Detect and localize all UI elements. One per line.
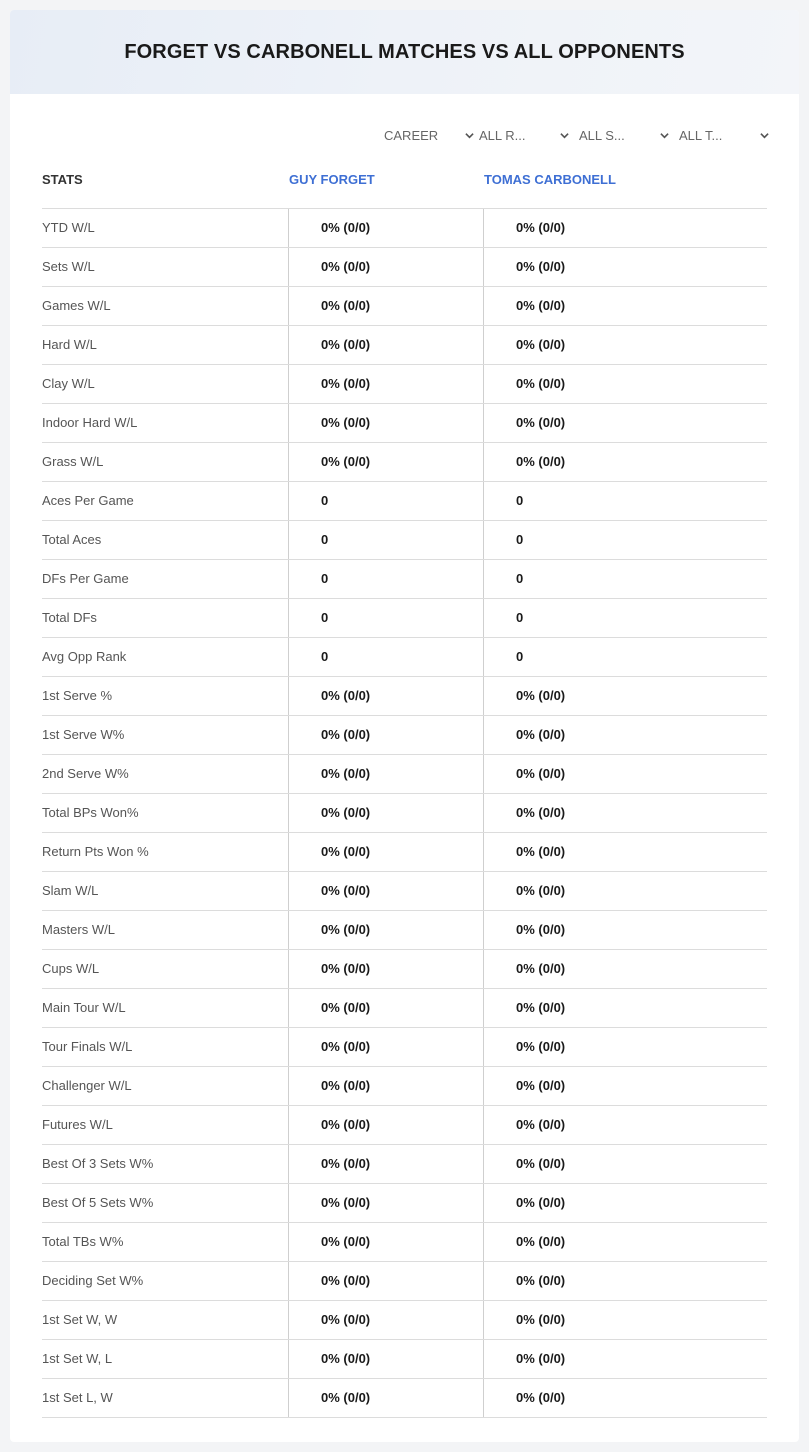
table-row	[42, 1262, 767, 1301]
table-row	[42, 1223, 767, 1262]
player2-stat-value: 0% (0/0)	[483, 716, 767, 754]
player2-stat-value: 0% (0/0)	[483, 365, 767, 403]
player2-stat-value: 0	[483, 638, 767, 676]
surface-filter-value: ALL S...	[579, 128, 625, 143]
stats-table-body	[42, 208, 767, 1418]
player1-stat-value: 0% (0/0)	[288, 1262, 483, 1300]
player2-stat-value: 0% (0/0)	[483, 794, 767, 832]
table-row	[42, 794, 767, 833]
stat-label: Total BPs Won%	[42, 805, 139, 820]
table-row	[42, 1301, 767, 1340]
player1-stat-value: 0% (0/0)	[288, 794, 483, 832]
round-filter[interactable]	[479, 126, 569, 146]
player2-stat-value: 0% (0/0)	[483, 989, 767, 1027]
table-row	[42, 1145, 767, 1184]
stat-label: Slam W/L	[42, 883, 99, 898]
player2-stat-value: 0% (0/0)	[483, 1340, 767, 1378]
player2-stat-value: 0% (0/0)	[483, 1028, 767, 1066]
chevron-down-icon	[560, 131, 569, 140]
stats-card	[10, 10, 799, 1442]
stat-label: Avg Opp Rank	[42, 649, 127, 664]
stat-label: Total Aces	[42, 532, 102, 547]
stat-label: Return Pts Won %	[42, 844, 149, 859]
player2-stat-value: 0% (0/0)	[483, 1301, 767, 1339]
player1-stat-value: 0% (0/0)	[288, 365, 483, 403]
player1-stat-value: 0% (0/0)	[288, 1301, 483, 1339]
player2-stat-value: 0% (0/0)	[483, 404, 767, 442]
player1-stat-value: 0% (0/0)	[288, 287, 483, 325]
player1-stat-value: 0% (0/0)	[288, 209, 483, 247]
player1-stat-value: 0% (0/0)	[288, 1106, 483, 1144]
period-filter-value: CAREER	[384, 128, 439, 143]
table-header	[42, 170, 767, 208]
stat-label: Best Of 3 Sets W%	[42, 1156, 154, 1171]
player1-stat-value: 0% (0/0)	[288, 989, 483, 1027]
player2-stat-value: 0% (0/0)	[483, 209, 767, 247]
table-row	[42, 950, 767, 989]
player1-stat-value: 0	[288, 521, 483, 559]
stat-label: Best Of 5 Sets W%	[42, 1195, 154, 1210]
table-row	[42, 248, 767, 287]
player2-stat-value: 0% (0/0)	[483, 1184, 767, 1222]
player2-stat-value: 0% (0/0)	[483, 1223, 767, 1261]
table-row	[42, 560, 767, 599]
stat-label: Masters W/L	[42, 922, 115, 937]
stat-label: Indoor Hard W/L	[42, 415, 138, 430]
stat-label: YTD W/L	[42, 220, 95, 235]
player2-stat-value: 0	[483, 482, 767, 520]
stats-column-header: STATS	[42, 172, 83, 187]
player2-stat-value: 0% (0/0)	[483, 443, 767, 481]
player1-stat-value: 0% (0/0)	[288, 716, 483, 754]
table-row	[42, 1379, 767, 1418]
stat-label: DFs Per Game	[42, 571, 129, 586]
filter-bar	[382, 126, 769, 146]
player1-stat-value: 0% (0/0)	[288, 1340, 483, 1378]
player1-stat-value: 0% (0/0)	[288, 1028, 483, 1066]
player2-stat-value: 0	[483, 521, 767, 559]
player2-stat-value: 0% (0/0)	[483, 950, 767, 988]
chevron-down-icon	[760, 131, 769, 140]
table-row	[42, 638, 767, 677]
player1-stat-value: 0% (0/0)	[288, 677, 483, 715]
stat-label: 1st Set W, L	[42, 1351, 113, 1366]
player2-stat-value: 0	[483, 560, 767, 598]
table-row	[42, 677, 767, 716]
table-row	[42, 716, 767, 755]
player1-stat-value: 0% (0/0)	[288, 1379, 483, 1417]
player1-stat-value: 0% (0/0)	[288, 443, 483, 481]
stat-label: Clay W/L	[42, 376, 95, 391]
tournament-filter-value: ALL T...	[679, 128, 723, 143]
player2-stat-value: 0% (0/0)	[483, 1106, 767, 1144]
table-row	[42, 599, 767, 638]
table-row	[42, 833, 767, 872]
player1-stat-value: 0	[288, 560, 483, 598]
stat-label: Deciding Set W%	[42, 1273, 144, 1288]
player1-stat-value: 0% (0/0)	[288, 755, 483, 793]
player2-stat-value: 0% (0/0)	[483, 833, 767, 871]
stat-label: 1st Serve W%	[42, 727, 125, 742]
player1-stat-value: 0% (0/0)	[288, 950, 483, 988]
player1-stat-value: 0% (0/0)	[288, 872, 483, 910]
player2-stat-value: 0% (0/0)	[483, 911, 767, 949]
table-row	[42, 989, 767, 1028]
stat-label: Challenger W/L	[42, 1078, 132, 1093]
page-title: FORGET VS CARBONELL MATCHES VS ALL OPPONENTS	[124, 40, 685, 63]
stat-label: 1st Set W, W	[42, 1312, 118, 1327]
player1-stat-value: 0	[288, 638, 483, 676]
stat-label: Cups W/L	[42, 961, 100, 976]
table-row	[42, 755, 767, 794]
stat-label: 1st Serve %	[42, 688, 113, 703]
stat-label: Hard W/L	[42, 337, 97, 352]
stat-label: Futures W/L	[42, 1117, 113, 1132]
player1-stat-value: 0% (0/0)	[288, 833, 483, 871]
stat-label: 1st Set L, W	[42, 1390, 113, 1405]
player2-stat-value: 0% (0/0)	[483, 1145, 767, 1183]
table-row	[42, 911, 767, 950]
player2-stat-value: 0% (0/0)	[483, 287, 767, 325]
stat-label: Games W/L	[42, 298, 111, 313]
player2-stat-value: 0% (0/0)	[483, 872, 767, 910]
table-row	[42, 872, 767, 911]
chevron-down-icon	[660, 131, 669, 140]
player2-link[interactable]: TOMAS CARBONELL	[484, 172, 616, 187]
table-row	[42, 521, 767, 560]
player1-stat-value: 0% (0/0)	[288, 404, 483, 442]
table-row	[42, 287, 767, 326]
player2-stat-value: 0% (0/0)	[483, 677, 767, 715]
stat-label: Tour Finals W/L	[42, 1039, 133, 1054]
table-row	[42, 1106, 767, 1145]
page-header	[10, 10, 799, 94]
table-row	[42, 209, 767, 248]
stat-label: Grass W/L	[42, 454, 104, 469]
player2-stat-value: 0% (0/0)	[483, 1262, 767, 1300]
period-filter[interactable]	[384, 126, 474, 146]
player1-stat-value: 0% (0/0)	[288, 326, 483, 364]
chevron-down-icon	[465, 131, 474, 140]
stat-label: Total DFs	[42, 610, 97, 625]
player2-stat-value: 0% (0/0)	[483, 1067, 767, 1105]
player1-stat-value: 0% (0/0)	[288, 911, 483, 949]
tournament-filter[interactable]	[679, 126, 769, 146]
round-filter-value: ALL R...	[479, 128, 526, 143]
player2-stat-value: 0% (0/0)	[483, 1379, 767, 1417]
stat-label: Total TBs W%	[42, 1234, 124, 1249]
player1-stat-value: 0% (0/0)	[288, 1145, 483, 1183]
player1-link[interactable]: GUY FORGET	[289, 172, 375, 187]
table-row	[42, 326, 767, 365]
stat-label: Main Tour W/L	[42, 1000, 126, 1015]
player1-stat-value: 0% (0/0)	[288, 248, 483, 286]
surface-filter[interactable]	[579, 126, 669, 146]
table-row	[42, 1340, 767, 1379]
player1-stat-value: 0% (0/0)	[288, 1067, 483, 1105]
stat-label: Sets W/L	[42, 259, 95, 274]
table-row	[42, 482, 767, 521]
player2-stat-value: 0% (0/0)	[483, 326, 767, 364]
player1-stat-value: 0% (0/0)	[288, 1223, 483, 1261]
stat-label: Aces Per Game	[42, 493, 134, 508]
player1-stat-value: 0	[288, 599, 483, 637]
table-row	[42, 404, 767, 443]
table-row	[42, 1067, 767, 1106]
player1-stat-value: 0% (0/0)	[288, 1184, 483, 1222]
stat-label: 2nd Serve W%	[42, 766, 129, 781]
player2-stat-value: 0% (0/0)	[483, 248, 767, 286]
table-row	[42, 1028, 767, 1067]
table-row	[42, 443, 767, 482]
player1-stat-value: 0	[288, 482, 483, 520]
player2-stat-value: 0% (0/0)	[483, 755, 767, 793]
player2-stat-value: 0	[483, 599, 767, 637]
table-row	[42, 1184, 767, 1223]
table-row	[42, 365, 767, 404]
